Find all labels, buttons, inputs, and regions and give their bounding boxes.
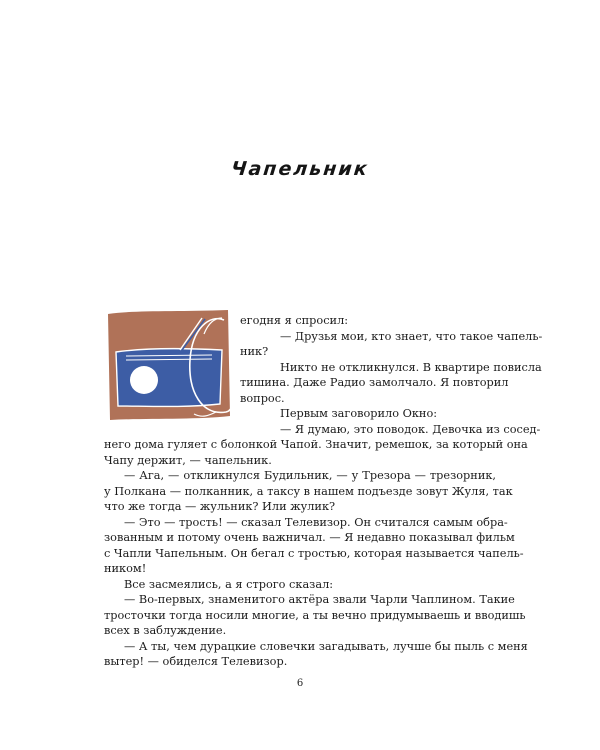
text-line: вытер! — обиделся Телевизор.: [104, 655, 288, 668]
text-line: тишина. Даже Радио замолчало. Я повторил: [240, 376, 509, 389]
text-line: Первым заговорило Окно:: [280, 407, 438, 420]
text-line: ник?: [240, 345, 269, 358]
text-line: вопрос.: [240, 391, 285, 405]
text-line: него дома гуляет с болонкой Чапой. Значит, ремешок, за который она: [104, 438, 528, 451]
chapter-title: Чапельник: [230, 158, 370, 180]
text-line: — Я думаю, это поводок. Девочка из сосед-: [280, 422, 541, 436]
text-line: егодня я спросил:: [240, 314, 349, 327]
page-number: 6: [296, 678, 304, 689]
text-line: ником!: [104, 562, 147, 575]
text-line: у Полкана — полканник, а таксу в нашем подъезде зовут Жуля, так: [104, 484, 513, 498]
text-line: — А ты, чем дурацкие словечки загадывать, лучше бы пыль с меня: [124, 639, 528, 653]
text-line: Чапу держит, — чапельник.: [104, 453, 272, 467]
text-line: всех в заблуждение.: [104, 624, 227, 637]
text-line: с Чапли Чапельным. Он бегал с тростью, которая называется чапель-: [104, 546, 524, 560]
text-line: — Ага, — откликнулся Будильник, — у Трезора — трезорник,: [124, 469, 496, 482]
text-line: что же тогда — жульник? Или жулик?: [104, 500, 336, 513]
text-line: — Друзья мои, кто знает, что такое чапель-: [280, 329, 543, 343]
text-line: — Это — трость! — сказал Телевизор. Он считался самым обра-: [124, 515, 508, 529]
text-line: зованным и потому очень важничал. — Я недавно показывал фильм: [104, 531, 515, 544]
text-line: Никто не откликнулся. В квартире повисла: [280, 360, 542, 374]
text-line: Все засмеялись, а я строго сказал:: [124, 577, 334, 591]
chapter-text: [104, 313, 543, 670]
text-line: тросточки тогда носили многие, а ты вечно придумываешь и вводишь: [104, 608, 526, 622]
text-line: — Во-первых, знаменитого актёра звали Чарли Чаплином. Такие: [124, 593, 515, 606]
